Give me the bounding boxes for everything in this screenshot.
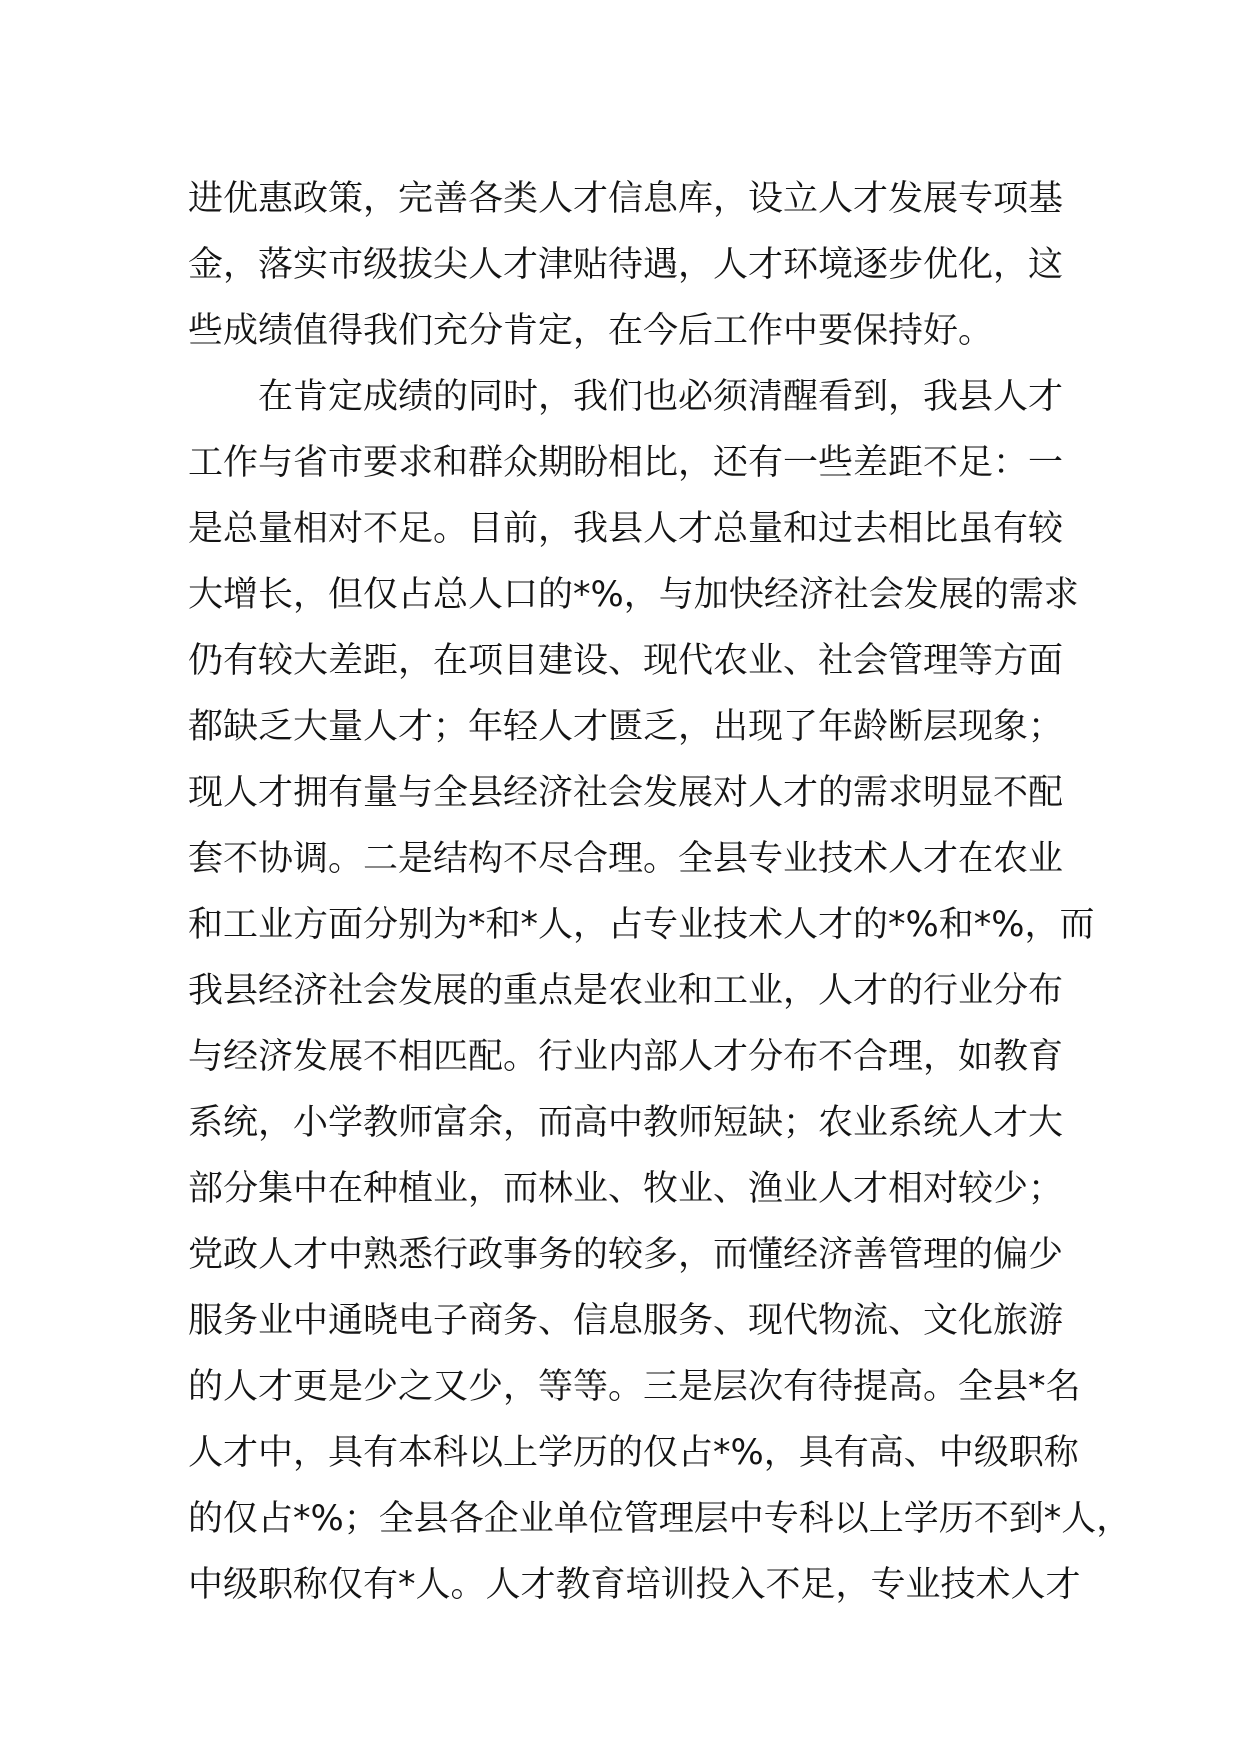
paragraph-start-line: 在肯定成绩的同时，我们也必须清醒看到，我县人才 — [188, 377, 1064, 417]
text-line: 是总量相对不足。目前，我县人才总量和过去相比虽有较 — [188, 509, 1064, 549]
text-line: 大增长，但仅占总人口的*%，与加快经济社会发展的需求 — [188, 575, 1079, 615]
body-text — [188, 166, 1132, 1618]
text-line: 金，落实市级拔尖人才津贴待遇，人才环境逐步优化，这 — [188, 245, 1064, 285]
text-line: 的人才更是少之又少，等等。三是层次有待提高。全县*名 — [188, 1367, 1081, 1407]
text-line: 都缺乏大量人才；年轻人才匮乏，出现了年龄断层现象； — [188, 707, 1064, 747]
text-line: 部分集中在种植业，而林业、牧业、渔业人才相对较少； — [188, 1169, 1064, 1209]
text-line: 仍有较大差距，在项目建设、现代农业、社会管理等方面 — [188, 641, 1064, 681]
text-line: 与经济发展不相匹配。行业内部人才分布不合理，如教育 — [188, 1037, 1064, 1077]
text-line: 服务业中通晓电子商务、信息服务、现代物流、文化旅游 — [188, 1301, 1064, 1341]
text-line: 现人才拥有量与全县经济社会发展对人才的需求明显不配 — [188, 773, 1064, 813]
text-line: 人才中，具有本科以上学历的仅占*%，具有高、中级职称 — [188, 1433, 1079, 1473]
text-line: 党政人才中熟悉行政事务的较多，而懂经济善管理的偏少 — [188, 1235, 1064, 1275]
text-line: 的仅占*%；全县各企业单位管理层中专科以上学历不到*人， — [188, 1499, 1132, 1539]
text-line: 和工业方面分别为*和*人，占专业技术人才的*%和*%，而 — [188, 905, 1095, 945]
text-line: 套不协调。二是结构不尽合理。全县专业技术人才在农业 — [188, 839, 1064, 879]
text-line: 些成绩值得我们充分肯定，在今后工作中要保持好。 — [188, 311, 994, 351]
text-line: 中级职称仅有*人。人才教育培训投入不足，专业技术人才 — [188, 1565, 1081, 1605]
text-line: 系统，小学教师富余，而高中教师短缺；农业系统人才大 — [188, 1103, 1064, 1143]
text-line: 工作与省市要求和群众期盼相比，还有一些差距不足：一 — [188, 443, 1064, 483]
text-line: 我县经济社会发展的重点是农业和工业，人才的行业分布 — [188, 971, 1064, 1011]
text-line: 进优惠政策，完善各类人才信息库，设立人才发展专项基 — [188, 179, 1064, 219]
